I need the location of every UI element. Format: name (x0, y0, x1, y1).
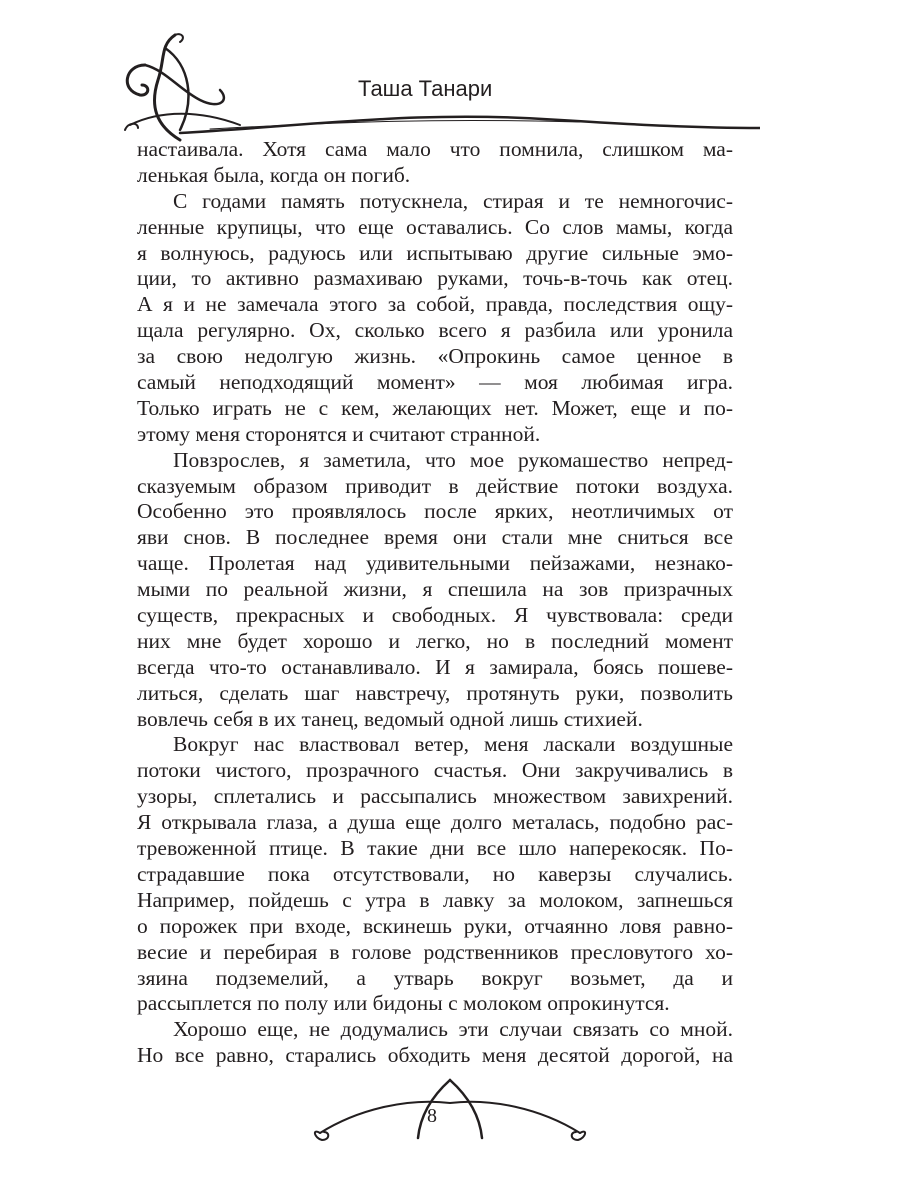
text-line: яви снов. В последнее время они стали мне сниться все (137, 525, 733, 550)
text-line: весие и перебирая в голове родственников пресловутого хо- (137, 939, 733, 964)
text-line: Вокруг нас властвовал ветер, меня ласкали воздушные (173, 732, 733, 757)
page-number: 8 (427, 1105, 437, 1127)
text-line: существ, прекрасных и свободных. Я чувствовала: среди (137, 603, 733, 628)
text-line: этому меня сторонятся и считают странной. (137, 421, 541, 446)
text-line: Но все равно, старались обходить меня десятой дорогой, на (137, 1043, 733, 1068)
body-text (137, 137, 733, 1069)
text-line: сказуемым образом приводит в действие потоки воздуха. (137, 473, 733, 498)
text-line: я волнуюсь, радуюсь или испытываю другие сильные эмо- (137, 240, 733, 265)
text-line: страдавшие пока отсутствовали, но каверзы случались. (137, 861, 733, 886)
text-line: них мне будет хорошо и легко, но в последний момент (137, 628, 733, 653)
running-header-author: Таша Танари (358, 76, 493, 101)
text-line: о порожек при входе, вскинешь руки, отчаянно ловя равно- (137, 913, 733, 938)
text-line: за свою недолгую жизнь. «Опрокинь самое ценное в (137, 344, 733, 369)
text-line: ленькая была, когда он погиб. (137, 162, 411, 187)
text-line: самый неподходящий момент» — моя любимая игра. (137, 370, 733, 395)
text-line: потоки чистого, прозрачного счастья. Они закручивались в (137, 758, 733, 783)
footer-ornament-icon (300, 1078, 600, 1143)
text-line: мыми по реальной жизни, я спешила на зов призрачных (137, 577, 733, 602)
text-line: узоры, сплетались и рассыпались множеством завихрений. (137, 784, 733, 809)
text-line: литься, сделать шаг навстречу, протянуть руки, позволить (137, 680, 733, 705)
text-line: зяина подземелий, а утварь вокруг возьмет, да и (137, 965, 733, 990)
text-line: всегда что-то останавливало. И я замирала, боясь пошеве- (137, 654, 733, 679)
text-line: щала регулярно. Ох, сколько всего я разбила или уронила (137, 318, 733, 343)
text-line: вовлечь себя в их танец, ведомый одной лишь стихией. (137, 706, 643, 731)
text-line: ции, то активно размахиваю руками, точь-в-точь как отец. (137, 266, 733, 291)
text-line: Особенно это проявлялось после ярких, неотличимых от (137, 499, 733, 524)
text-line: Хорошо еще, не додумались эти случаи связать со мной. (173, 1017, 733, 1042)
text-line: Я открывала глаза, а душа еще долго металась, подобно рас- (137, 810, 733, 835)
text-line: Повзрослев, я заметила, что мое рукомашество непред- (173, 447, 733, 472)
text-line: Только играть не с кем, желающих нет. Может, еще и по- (137, 395, 733, 420)
text-line: тревоженной птице. В такие дни все шло наперекосяк. По- (137, 836, 733, 861)
text-line: чаще. Пролетая над удивительными пейзажами, незнако- (137, 551, 733, 576)
text-line: рассыплется по полу или бидоны с молоком опрокинутся. (137, 991, 670, 1016)
text-line: С годами память потускнела, стирая и те немногочис- (173, 188, 733, 213)
text-line: Например, пойдешь с утра в лавку за молоком, запнешься (137, 887, 733, 912)
text-line: настаивала. Хотя сама мало что помнила, слишком ма- (137, 137, 733, 161)
text-line: А я и не замечала этого за собой, правда, последствия ощу- (137, 292, 733, 317)
text-line: ленные крупицы, что еще оставались. Со слов мамы, когда (137, 214, 733, 239)
